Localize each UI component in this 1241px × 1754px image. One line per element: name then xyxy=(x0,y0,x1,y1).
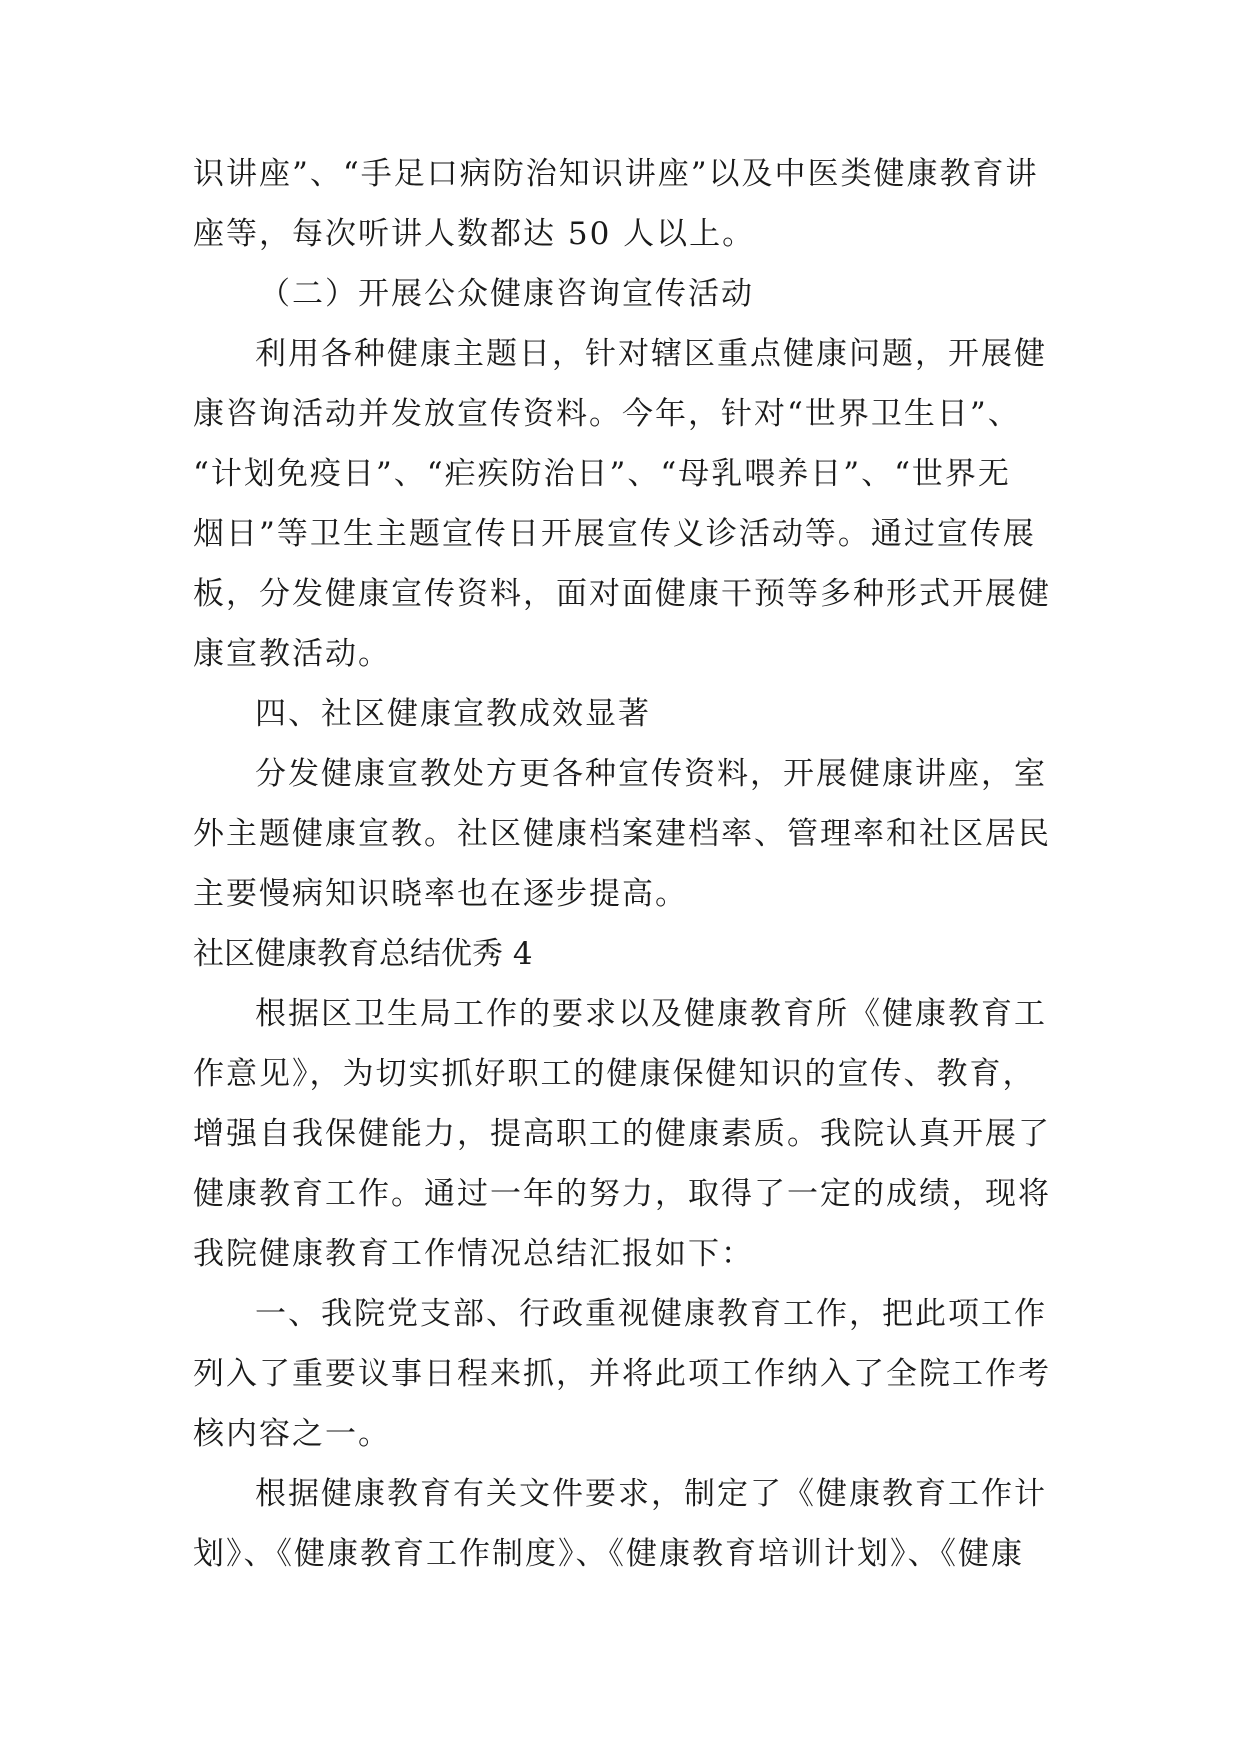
paragraph-first-line: 利用各种健康主题日，针对辖区重点健康问题，开展健 xyxy=(255,336,1047,372)
body-text-line: 划》、《健康教育工作制度》、《健康教育培训计划》、《健康 xyxy=(193,1536,1024,1572)
document-title: 社区健康教育总结优秀 4 xyxy=(193,936,533,972)
paragraph-first-line: 分发健康宣教处方更各种宣传资料，开展健康讲座，室 xyxy=(255,756,1047,792)
body-text-line: 核内容之一。 xyxy=(193,1416,391,1452)
body-text-line: 识讲座”、“手足口病防治知识讲座”以及中医类健康教育讲 xyxy=(193,156,1039,192)
body-text-line: 烟日”等卫生主题宣传日开展宣传义诊活动等。通过宣传展 xyxy=(193,516,1036,552)
paragraph-first-line: 根据区卫生局工作的要求以及健康教育所《健康教育工 xyxy=(255,996,1047,1032)
paragraph-first-line: 根据健康教育有关文件要求，制定了《健康教育工作计 xyxy=(255,1476,1047,1512)
section-heading: （二）开展公众健康咨询宣传活动 xyxy=(259,276,754,312)
body-text-line: 板，分发健康宣传资料，面对面健康干预等多种形式开展健 xyxy=(193,576,1051,612)
body-text-line: 座等，每次听讲人数都达 50 人以上。 xyxy=(193,216,756,252)
body-text-line: “计划免疫日”、“疟疾防治日”、“母乳喂养日”、“世界无 xyxy=(193,456,1011,492)
body-text-line: 列入了重要议事日程来抓，并将此项工作纳入了全院工作考 xyxy=(193,1356,1051,1392)
section-heading: 四、社区健康宣教成效显著 xyxy=(255,696,651,732)
body-text-line: 作意见》，为切实抓好职工的健康保健知识的宣传、教育， xyxy=(193,1056,1036,1092)
body-text-line: 增强自我保健能力，提高职工的健康素质。我院认真开展了 xyxy=(193,1116,1051,1152)
body-text-line: 健康教育工作。通过一年的努力，取得了一定的成绩，现将 xyxy=(193,1176,1051,1212)
paragraph-first-line: 一、我院党支部、行政重视健康教育工作，把此项工作 xyxy=(255,1296,1047,1332)
body-text-line: 康宣教活动。 xyxy=(193,636,391,672)
body-text-line: 主要慢病知识晓率也在逐步提高。 xyxy=(193,876,688,912)
body-text-line: 康咨询活动并发放宣传资料。今年，针对“世界卫生日”、 xyxy=(193,396,1021,432)
body-text-line: 外主题健康宣教。社区健康档案建档率、管理率和社区居民 xyxy=(193,816,1051,852)
document-page xyxy=(193,144,1051,1584)
body-text-line: 我院健康教育工作情况总结汇报如下： xyxy=(193,1236,754,1272)
